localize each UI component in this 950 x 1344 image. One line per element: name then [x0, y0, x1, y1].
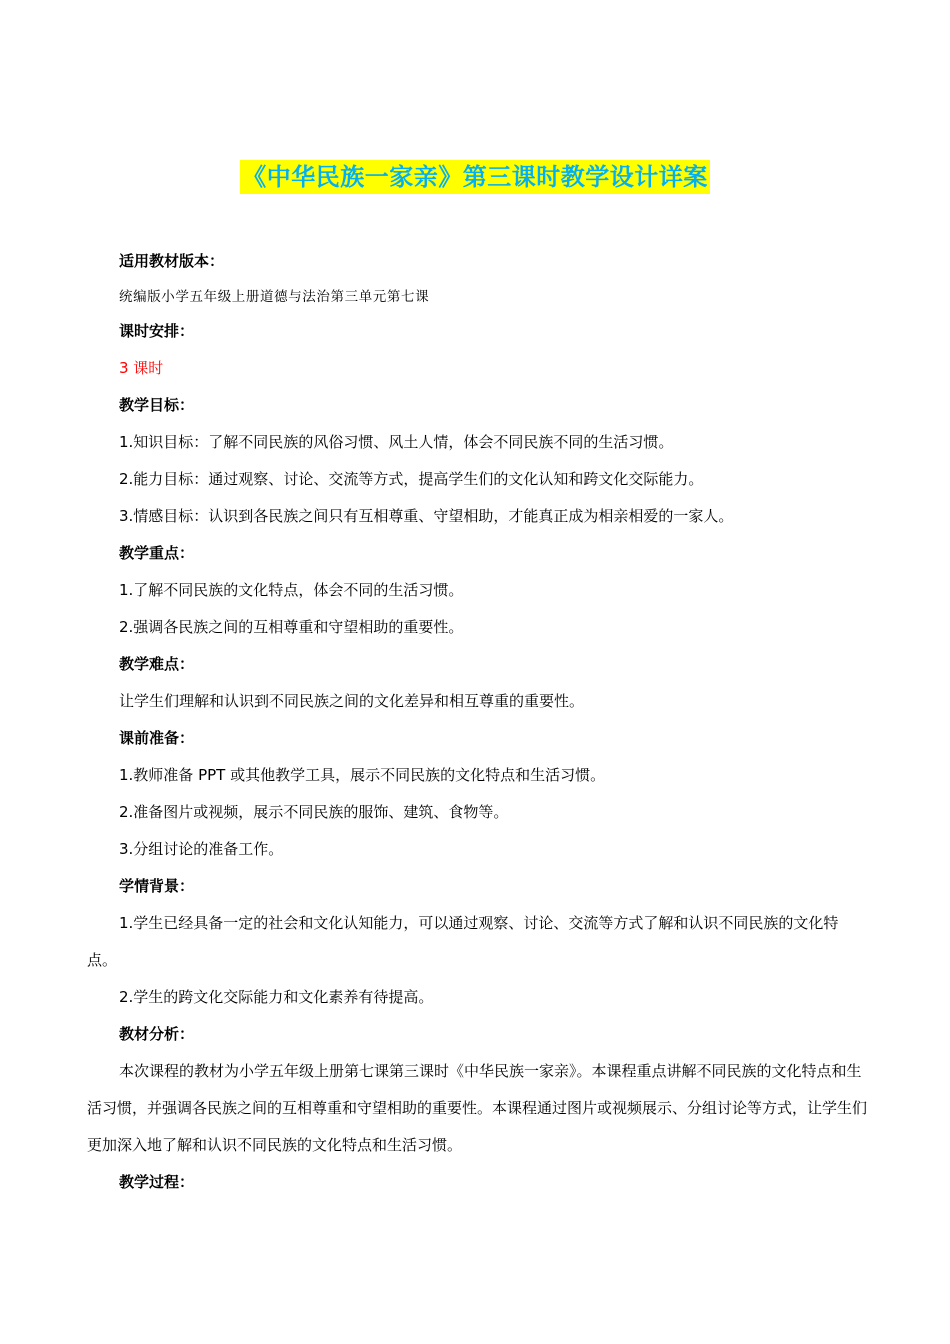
document-title: 《中华民族一家亲》第三课时教学设计详案	[240, 160, 710, 194]
edition-heading: 适用教材版本：	[119, 252, 225, 270]
difficulties-text: 让学生们理解和认识到不同民族之间的文化差异和相互尊重的重要性。	[119, 692, 585, 710]
title-container	[0, 160, 950, 194]
background-heading: 学情背景：	[119, 877, 195, 895]
analysis-heading: 教材分析：	[119, 1025, 195, 1043]
goal-item: 1.知识目标：了解不同民族的风俗习惯、风土人情，体会不同民族不同的生活习惯。	[119, 433, 674, 451]
edition-text: 统编版小学五年级上册道德与法治第三单元第七课	[119, 289, 430, 305]
key-point-item: 2.强调各民族之间的互相尊重和守望相助的重要性。	[119, 618, 464, 636]
process-heading: 教学过程：	[119, 1173, 195, 1191]
background-item: 2.学生的跨文化交际能力和文化素养有待提高。	[119, 988, 434, 1006]
preparation-item: 2.准备图片或视频，展示不同民族的服饰、建筑、食物等。	[119, 803, 509, 821]
goal-item: 3.情感目标：认识到各民族之间只有互相尊重、守望相助，才能真正成为相亲相爱的一家人。	[119, 507, 734, 525]
preparation-item: 3.分组讨论的准备工作。	[119, 840, 284, 858]
key-point-item: 1.了解不同民族的文化特点，体会不同的生活习惯。	[119, 581, 464, 599]
schedule-text: 3 课时	[119, 359, 164, 377]
goal-item: 2.能力目标：通过观察、讨论、交流等方式，提高学生们的文化认知和跨文化交际能力。	[119, 470, 704, 488]
background-item: 1.学生已经具备一定的社会和文化认知能力，可以通过观察、讨论、交流等方式了解和认识不同民族的文化特点。	[87, 914, 839, 969]
preparation-item: 1.教师准备 PPT 或其他教学工具，展示不同民族的文化特点和生活习惯。	[119, 766, 606, 784]
schedule-heading: 课时安排：	[119, 322, 195, 340]
analysis-text: 本次课程的教材为小学五年级上册第七课第三课时《中华民族一家亲》。本课程重点讲解不同民族的文化特点和生活习惯，并强调各民族之间的互相尊重和守望相助的重要性。本课程通过图片或视频展示、分组讨论等方式，让学生们更加深入地了解和认识不同民族的文化特点和生活习惯。	[87, 1062, 868, 1154]
preparation-heading: 课前准备：	[119, 729, 195, 747]
key-points-heading: 教学重点：	[119, 544, 195, 562]
difficulties-heading: 教学难点：	[119, 655, 195, 673]
goals-heading: 教学目标：	[119, 396, 195, 414]
